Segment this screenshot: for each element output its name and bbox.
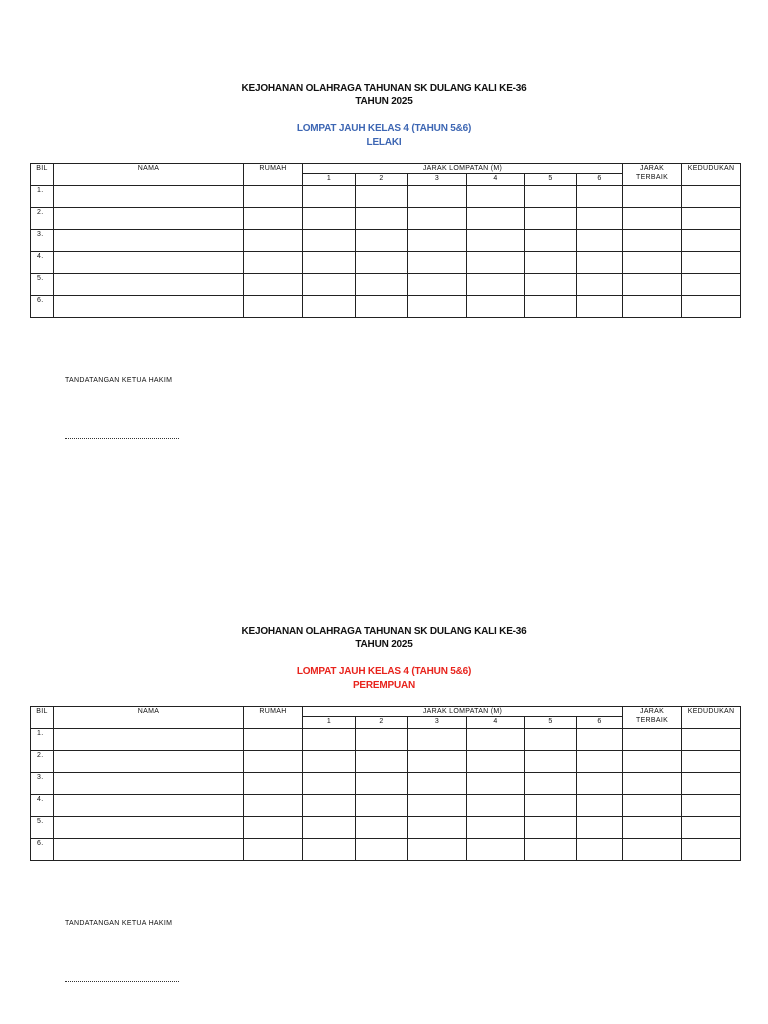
rank-cell[interactable] (682, 208, 741, 230)
attempt-cell[interactable] (467, 274, 525, 296)
header-kedudukan: KEDUDUKAN (682, 164, 741, 186)
nama-cell[interactable] (54, 839, 244, 861)
best-distance-cell[interactable] (623, 773, 682, 795)
header-attempt: 4 (467, 717, 525, 729)
row-number: 1. (31, 729, 54, 751)
attempt-cell[interactable] (356, 751, 408, 773)
attempt-cell[interactable] (356, 252, 408, 274)
header-attempt: 5 (525, 174, 577, 186)
table-row (31, 296, 741, 318)
header-attempt: 1 (303, 174, 356, 186)
header-bil: BIL (31, 707, 54, 729)
attempt-cell[interactable] (525, 186, 577, 208)
attempt-cell[interactable] (303, 773, 356, 795)
header-attempt: 2 (356, 717, 408, 729)
rank-cell[interactable] (682, 817, 741, 839)
attempt-cell[interactable] (577, 773, 623, 795)
best-distance-cell[interactable] (623, 296, 682, 318)
row-number: 3. (31, 230, 54, 252)
attempt-cell[interactable] (356, 296, 408, 318)
nama-cell[interactable] (54, 186, 244, 208)
table-row (31, 729, 741, 751)
table-row (31, 795, 741, 817)
attempt-cell[interactable] (525, 252, 577, 274)
best-distance-cell[interactable] (623, 817, 682, 839)
attempt-cell[interactable] (577, 839, 623, 861)
attempt-cell[interactable] (408, 729, 467, 751)
header-kedudukan: KEDUDUKAN (682, 707, 741, 729)
rank-cell[interactable] (682, 230, 741, 252)
attempt-cell[interactable] (577, 296, 623, 318)
header-jarak-terbaik-line1: JARAK (640, 708, 665, 715)
rumah-cell[interactable] (244, 773, 303, 795)
nama-cell[interactable] (54, 208, 244, 230)
table-row (31, 773, 741, 795)
header-attempt: 6 (577, 717, 623, 729)
rank-cell[interactable] (682, 274, 741, 296)
attempt-cell[interactable] (356, 729, 408, 751)
table-row (31, 230, 741, 252)
nama-cell[interactable] (54, 230, 244, 252)
attempt-cell[interactable] (408, 773, 467, 795)
attempt-cell[interactable] (577, 729, 623, 751)
rank-cell[interactable] (682, 296, 741, 318)
header-jarak-terbaik-line2: TERBAIK (636, 174, 669, 181)
rank-cell[interactable] (682, 839, 741, 861)
attempt-cell[interactable] (577, 817, 623, 839)
attempt-cell[interactable] (525, 817, 577, 839)
attempt-cell[interactable] (577, 208, 623, 230)
best-distance-cell[interactable] (623, 729, 682, 751)
attempt-cell[interactable] (525, 839, 577, 861)
attempt-cell[interactable] (356, 186, 408, 208)
attempt-cell[interactable] (467, 751, 525, 773)
header-attempt: 2 (356, 174, 408, 186)
table-row (31, 839, 741, 861)
signature-line (65, 981, 179, 982)
attempt-cell[interactable] (525, 208, 577, 230)
header-jarak-terbaik (623, 164, 682, 186)
attempt-cell[interactable] (467, 839, 525, 861)
attempt-cell[interactable] (408, 751, 467, 773)
rumah-cell[interactable] (244, 274, 303, 296)
attempt-cell[interactable] (303, 296, 356, 318)
nama-cell[interactable] (54, 795, 244, 817)
attempt-cell[interactable] (467, 817, 525, 839)
attempt-cell[interactable] (408, 795, 467, 817)
event-category: PEREMPUAN (352, 680, 416, 691)
row-number: 4. (31, 795, 54, 817)
signature-line (65, 438, 179, 439)
attempt-cell[interactable] (467, 729, 525, 751)
nama-cell[interactable] (54, 274, 244, 296)
best-distance-cell[interactable] (623, 274, 682, 296)
header-bil: BIL (31, 164, 54, 186)
rank-cell[interactable] (682, 773, 741, 795)
header-rumah: RUMAH (244, 164, 303, 186)
row-number: 5. (31, 817, 54, 839)
attempt-cell[interactable] (408, 186, 467, 208)
event-title: KEJOHANAN OLAHRAGA TAHUNAN SK DULANG KALI KE-36 (241, 83, 527, 94)
attempt-cell[interactable] (577, 795, 623, 817)
rank-cell[interactable] (682, 751, 741, 773)
attempt-cell[interactable] (303, 230, 356, 252)
event-category: LELAKI (366, 137, 402, 148)
attempt-cell[interactable] (408, 839, 467, 861)
attempt-cell[interactable] (467, 186, 525, 208)
header-jarak-lompatan: JARAK LOMPATAN (M) (303, 164, 623, 174)
attempt-cell[interactable] (408, 208, 467, 230)
attempt-cell[interactable] (356, 839, 408, 861)
nama-cell[interactable] (54, 296, 244, 318)
nama-cell[interactable] (54, 773, 244, 795)
results-table (30, 706, 741, 861)
row-number: 2. (31, 751, 54, 773)
attempt-cell[interactable] (577, 186, 623, 208)
header-attempt: 5 (525, 717, 577, 729)
rumah-cell[interactable] (244, 296, 303, 318)
event-year: TAHUN 2025 (355, 96, 413, 107)
event-name: LOMPAT JAUH KELAS 4 (TAHUN 5&6) (296, 666, 472, 677)
rumah-cell[interactable] (244, 186, 303, 208)
table-row (31, 252, 741, 274)
attempt-cell[interactable] (408, 296, 467, 318)
rumah-cell[interactable] (244, 208, 303, 230)
attempt-cell[interactable] (303, 252, 356, 274)
header-attempt: 4 (467, 174, 525, 186)
attempt-cell[interactable] (525, 729, 577, 751)
attempt-cell[interactable] (577, 230, 623, 252)
nama-cell[interactable] (54, 817, 244, 839)
best-distance-cell[interactable] (623, 751, 682, 773)
best-distance-cell[interactable] (623, 230, 682, 252)
attempt-cell[interactable] (408, 817, 467, 839)
rumah-cell[interactable] (244, 751, 303, 773)
nama-cell[interactable] (54, 252, 244, 274)
attempt-cell[interactable] (467, 773, 525, 795)
table-row (31, 274, 741, 296)
rumah-cell[interactable] (244, 817, 303, 839)
attempt-cell[interactable] (577, 751, 623, 773)
attempt-cell[interactable] (356, 274, 408, 296)
table-row (31, 186, 741, 208)
row-number: 1. (31, 186, 54, 208)
attempt-cell[interactable] (303, 186, 356, 208)
attempt-cell[interactable] (356, 230, 408, 252)
header-nama: NAMA (54, 707, 244, 729)
attempt-cell[interactable] (525, 773, 577, 795)
nama-cell[interactable] (54, 729, 244, 751)
best-distance-cell[interactable] (623, 795, 682, 817)
attempt-cell[interactable] (408, 230, 467, 252)
attempt-cell[interactable] (525, 795, 577, 817)
attempt-cell[interactable] (303, 817, 356, 839)
header-rumah: RUMAH (244, 707, 303, 729)
table-row (31, 751, 741, 773)
table-row (31, 817, 741, 839)
header-attempt: 3 (408, 174, 467, 186)
attempt-cell[interactable] (577, 274, 623, 296)
signature-label: TANDATANGAN KETUA HAKIM (65, 377, 173, 384)
rank-cell[interactable] (682, 795, 741, 817)
header-attempt: 1 (303, 717, 356, 729)
row-number: 6. (31, 296, 54, 318)
best-distance-cell[interactable] (623, 186, 682, 208)
attempt-cell[interactable] (525, 230, 577, 252)
attempt-cell[interactable] (525, 751, 577, 773)
rank-cell[interactable] (682, 186, 741, 208)
row-number: 3. (31, 773, 54, 795)
attempt-cell[interactable] (467, 795, 525, 817)
best-distance-cell[interactable] (623, 252, 682, 274)
event-name: LOMPAT JAUH KELAS 4 (TAHUN 5&6) (296, 123, 472, 134)
event-year: TAHUN 2025 (355, 639, 413, 650)
nama-cell[interactable] (54, 751, 244, 773)
header-jarak-terbaik-line2: TERBAIK (636, 717, 669, 724)
rumah-cell[interactable] (244, 795, 303, 817)
rumah-cell[interactable] (244, 252, 303, 274)
attempt-cell[interactable] (356, 773, 408, 795)
attempt-cell[interactable] (408, 252, 467, 274)
header-jarak-terbaik (623, 707, 682, 729)
header-attempt: 3 (408, 717, 467, 729)
attempt-cell[interactable] (303, 839, 356, 861)
attempt-cell[interactable] (467, 208, 525, 230)
signature-label: TANDATANGAN KETUA HAKIM (65, 920, 173, 927)
attempt-cell[interactable] (356, 795, 408, 817)
attempt-cell[interactable] (303, 274, 356, 296)
rank-cell[interactable] (682, 252, 741, 274)
rumah-cell[interactable] (244, 839, 303, 861)
header-jarak-terbaik-line1: JARAK (640, 165, 665, 172)
attempt-cell[interactable] (467, 296, 525, 318)
row-number: 2. (31, 208, 54, 230)
rumah-cell[interactable] (244, 230, 303, 252)
attempt-cell[interactable] (467, 252, 525, 274)
rank-cell[interactable] (682, 729, 741, 751)
attempt-cell[interactable] (525, 274, 577, 296)
row-number: 4. (31, 252, 54, 274)
best-distance-cell[interactable] (623, 208, 682, 230)
attempt-cell[interactable] (303, 795, 356, 817)
attempt-cell[interactable] (303, 208, 356, 230)
rumah-cell[interactable] (244, 729, 303, 751)
attempt-cell[interactable] (408, 274, 467, 296)
attempt-cell[interactable] (525, 296, 577, 318)
results-table (30, 163, 741, 318)
attempt-cell[interactable] (356, 208, 408, 230)
attempt-cell[interactable] (577, 252, 623, 274)
row-number: 5. (31, 274, 54, 296)
attempt-cell[interactable] (356, 817, 408, 839)
event-title: KEJOHANAN OLAHRAGA TAHUNAN SK DULANG KALI KE-36 (241, 626, 527, 637)
header-attempt: 6 (577, 174, 623, 186)
attempt-cell[interactable] (303, 729, 356, 751)
table-row (31, 208, 741, 230)
header-jarak-lompatan: JARAK LOMPATAN (M) (303, 707, 623, 717)
row-number: 6. (31, 839, 54, 861)
attempt-cell[interactable] (303, 751, 356, 773)
attempt-cell[interactable] (467, 230, 525, 252)
header-nama: NAMA (54, 164, 244, 186)
best-distance-cell[interactable] (623, 839, 682, 861)
